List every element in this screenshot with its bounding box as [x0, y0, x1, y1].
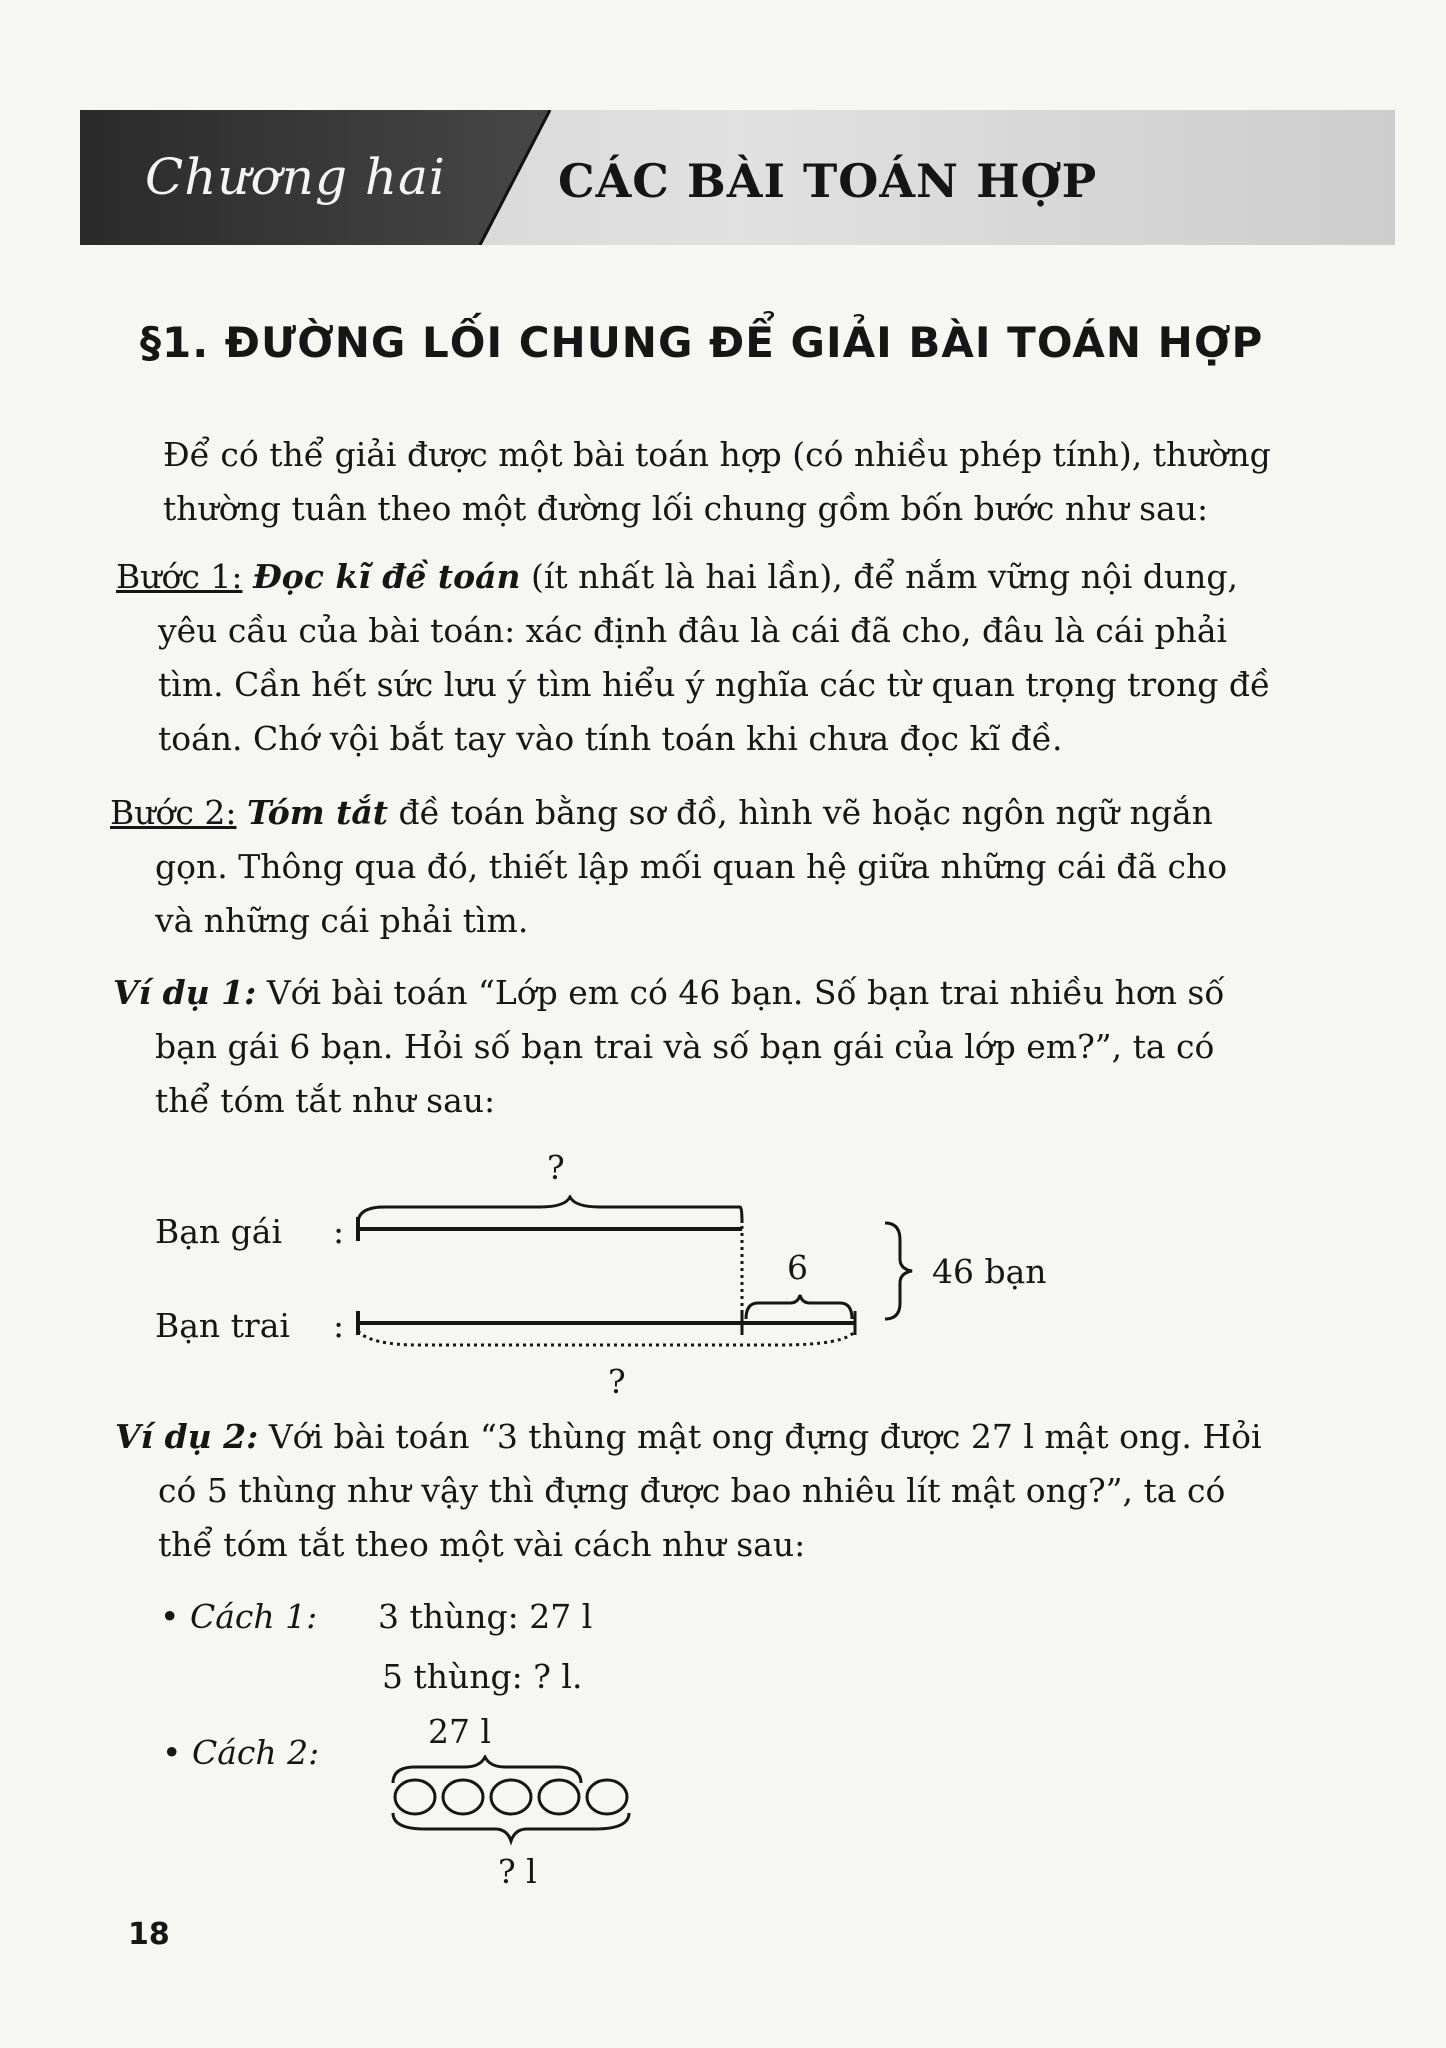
method1-bullet: •	[160, 1597, 180, 1636]
difference-value: 6	[787, 1248, 808, 1287]
difference-brace	[746, 1295, 852, 1319]
step1-emphasis: Đọc kĩ đề toán	[252, 557, 521, 596]
intro-line-1: Để có thể giải được một bài toán hợp (có nhiều phép tính), thường	[163, 435, 1271, 474]
chapter-banner	[80, 110, 1395, 245]
boys-question: ?	[608, 1362, 626, 1401]
chapter-title: CÁC BÀI TOÁN HỢP	[558, 154, 1098, 208]
step2-label: Bước 2:	[110, 793, 237, 832]
boys-colon: :	[333, 1306, 345, 1345]
example1-label: Ví dụ 1:	[113, 973, 257, 1012]
example1-line-3: thể tóm tắt như sau:	[155, 1081, 496, 1120]
boys-label: Bạn trai	[155, 1306, 290, 1345]
method2-label-row	[162, 1726, 319, 1780]
example2-line-1-rest: Với bài toán “3 thùng mật ong đựng được 27 l mật ong. Hỏi	[258, 1417, 1262, 1456]
chapter-label: Chương hai	[145, 148, 446, 206]
example2-line-2: có 5 thùng như vậy thì đựng được bao nhiêu lít mật ong?”, ta có	[158, 1471, 1226, 1510]
method2-bullet: •	[162, 1733, 182, 1772]
boys-bottom-brace	[358, 1331, 855, 1345]
segment-diagram	[340, 1195, 920, 1365]
step1-line-2: yêu cầu của bài toán: xác định đâu là cái đã cho, đâu là cái phải	[158, 611, 1228, 650]
step1-line-1-rest: (ít nhất là hai lần), để nắm vững nội dung,	[520, 557, 1239, 596]
step2-line-1-rest: đề toán bằng sơ đồ, hình vẽ hoặc ngôn ngữ ngắn	[388, 793, 1213, 832]
example2-line-1	[115, 1410, 1262, 1464]
example2-line-3: thể tóm tắt theo một vài cách như sau:	[158, 1525, 806, 1564]
step1-label: Bước 1:	[116, 557, 243, 596]
barrel-circle-3	[491, 1780, 531, 1814]
step2-line-2: gọn. Thông qua đó, thiết lập mối quan hệ giữa những cái đã cho	[155, 847, 1228, 886]
step2-line-1	[110, 786, 1213, 840]
girls-label: Bạn gái	[155, 1212, 283, 1251]
girls-colon: :	[333, 1212, 345, 1251]
barrel-circle-5	[587, 1780, 627, 1814]
girls-top-brace	[358, 1197, 742, 1223]
example1-line-2: bạn gái 6 bạn. Hỏi số bạn trai và số bạn gái của lớp em?”, ta có	[155, 1027, 1215, 1066]
step1-line-3: tìm. Cần hết sức lưu ý tìm hiểu ý nghĩa các từ quan trọng trong đề	[158, 665, 1271, 704]
barrel-circle-4	[539, 1780, 579, 1814]
method2-top-value: 27 l	[428, 1712, 492, 1751]
five-barrels-brace	[393, 1813, 629, 1841]
total-label: 46 bạn	[932, 1252, 1047, 1291]
step2-emphasis: Tóm tắt	[246, 793, 389, 832]
total-brace	[885, 1223, 912, 1319]
intro-line-2: thường tuân theo một đường lối chung gồm bốn bước như sau:	[163, 489, 1209, 528]
method2-bottom-value: ? l	[498, 1852, 537, 1891]
step1-line-4: toán. Chớ vội bắt tay vào tính toán khi chưa đọc kĩ đề.	[158, 719, 1063, 758]
method1-line-2: 5 thùng: ? l.	[382, 1657, 583, 1696]
section-title: §1. ĐƯỜNG LỐI CHUNG ĐỂ GIẢI BÀI TOÁN HỢP	[140, 318, 1264, 367]
example1-line-1-rest: Với bài toán “Lớp em có 46 bạn. Số bạn trai nhiều hơn số	[256, 973, 1225, 1012]
page-number: 18	[128, 1917, 170, 1952]
method1-label: Cách 1:	[189, 1597, 318, 1636]
method1-line-1: 3 thùng: 27 l	[378, 1597, 593, 1636]
three-barrels-brace	[393, 1757, 581, 1783]
barrels-diagram	[385, 1755, 655, 1855]
method2-label: Cách 2:	[191, 1733, 320, 1772]
barrel-circle-2	[443, 1780, 483, 1814]
example1-line-1	[113, 966, 1225, 1020]
example2-label: Ví dụ 2:	[115, 1417, 259, 1456]
step1-line-1	[116, 550, 1238, 604]
barrel-circle-1	[395, 1780, 435, 1814]
method1-label-row	[160, 1590, 317, 1644]
step2-line-3: và những cái phải tìm.	[155, 901, 529, 940]
girls-question: ?	[547, 1148, 565, 1187]
